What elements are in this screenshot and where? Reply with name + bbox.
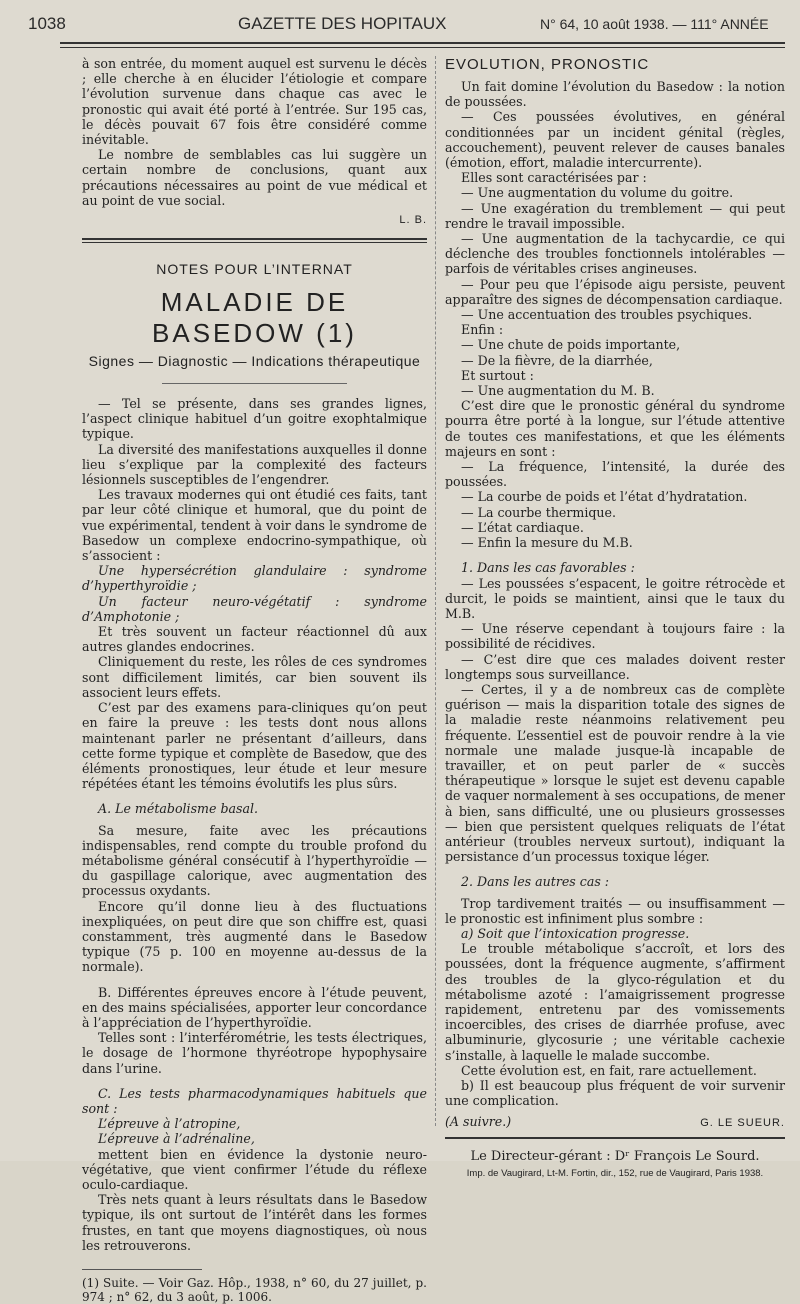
body-line: C’est dire que le pronostic général du syndrome pourra être porté à la longue, sur l’étude attentive de toutes ces manifestations, et que les éléments majeurs en sont : xyxy=(445,398,785,459)
body-line: — Une augmentation du M. B. xyxy=(461,383,655,399)
section-c-paragraph: Très nets quant à leurs résultats dans le Basedow typique, ils ont surtout de l’intérêt dans les formes frustes, en tant que moyens diagnostiques, où nous les retrouverons. xyxy=(82,1192,427,1253)
case1-paragraph: — Une réserve cependant à toujours faire : la possibilité de récidives. xyxy=(445,621,785,652)
body-paragraph: Et très souvent un facteur réactionnel dû aux autres glandes endocrines. xyxy=(82,624,427,655)
right-column xyxy=(445,56,785,1179)
case1-paragraph: — C’est dire que ces malades doivent rester longtemps sous surveillance. xyxy=(445,651,785,682)
body-line: — La courbe de poids et l’état d’hydratation. xyxy=(461,489,748,505)
section-a-paragraph: Encore qu’il donne lieu à des fluctuations inexpliquées, on peut dire que son chiffre est, quasi constamment, très augmenté dans le Basedow typique (75 p. 100 en moyenne au-dessus de la normale). xyxy=(82,898,427,975)
body-line: — Une augmentation du volume du goitre. xyxy=(461,185,734,201)
printer-imprint: Imp. de Vaugirard, Lt-M. Fortin, dir., 152, rue de Vaugirard, Paris 1938. xyxy=(466,1168,764,1180)
section-c-paragraph: L’épreuve à l’adrénaline, xyxy=(98,1131,255,1147)
body-line: Elles sont caractérisées par : xyxy=(461,170,647,186)
body-line: Enfin : xyxy=(461,322,504,338)
case2-paragraph: Cette évolution est, en fait, rare actuellement. xyxy=(461,1062,757,1078)
case1-title: 1. Dans les cas favorables : xyxy=(461,560,635,576)
body-line: — Pour peu que l’épisode aigu persiste, peuvent apparaître des signes de décompensation cardiaque. xyxy=(445,276,785,307)
case2-paragraph: b) Il est beaucoup plus fréquent de voir survenir une complication. xyxy=(445,1078,785,1109)
intro-signature: L. B. xyxy=(399,214,427,227)
case2-title: 2. Dans les autres cas : xyxy=(461,874,610,890)
section-rule xyxy=(82,238,427,243)
column-divider xyxy=(435,56,436,1126)
body-paragraph: Les travaux modernes qui ont étudié ces faits, tant par leur côté clinique et humoral, que du point de vue expérimental, tendent à voir dans le syndrome de Basedow un complexe endocrino-sympathique, où s’associent : xyxy=(82,487,427,564)
case1-paragraph: — Les poussées s’espacent, le goitre rétrocède et durcit, le poids se maintient, ainsi que le taux du M.B. xyxy=(445,575,785,621)
body-line: — La fréquence, l’intensité, la durée des poussées. xyxy=(445,459,785,490)
page-number: 1038 xyxy=(28,14,66,33)
director-line: Le Directeur-gérant : Dʳ François Le Sourd. xyxy=(470,1149,760,1165)
body-line: — L’état cardiaque. xyxy=(461,519,584,535)
section-c-paragraph: L’épreuve à l’atropine, xyxy=(98,1116,241,1132)
body-line: Un fait domine l’évolution du Basedow : la notion de poussées. xyxy=(445,79,785,110)
body-line: — Ces poussées évolutives, en général conditionnées par un incident génital (règles, accouchement), peuvent relever de causes banales (émotion, effort, maladie intercurrente). xyxy=(445,109,785,171)
section-c-paragraph: C. Les tests pharmacodynamiques habituels que sont : xyxy=(82,1085,427,1116)
page-header xyxy=(28,12,788,38)
bottom-rule xyxy=(445,1137,785,1139)
body-line: — Une exagération du tremblement — qui peut rendre le travail impossible. xyxy=(445,200,785,231)
footnote: (1) Suite. — Voir Gaz. Hôp., 1938, n° 60, du 27 juillet, p. 974 ; n° 62, du 3 août, p. 1006. xyxy=(82,1276,427,1304)
body-line: Et surtout : xyxy=(461,367,534,383)
body-paragraph: La diversité des manifestations auxquelles il donne lieu s’explique par la complexité des facteurs lésionnels susceptibles de l’engendrer. xyxy=(82,441,427,488)
journal-title: GAZETTE DES HOPITAUX xyxy=(238,14,447,33)
article-subtitle: Signes — Diagnostic — Indications thérapeutique xyxy=(88,353,421,370)
intro-paragraph: Le nombre de semblables cas lui suggère un certain nombre de conclusions, quant aux précautions nécessaires au point de vue médical et au point de vue social. xyxy=(82,147,427,208)
article-title: MALADIE DE BASEDOW (1) xyxy=(152,287,357,349)
body-line: — Une chute de poids importante, xyxy=(461,337,681,353)
title-rule xyxy=(162,383,347,384)
body-paragraph: Un facteur neuro-végétatif : syndrome d’Amphotonie ; xyxy=(82,593,427,624)
body-paragraph: — Tel se présente, dans ses grandes lignes, l’aspect clinique habituel d’un goitre exophtalmique typique. xyxy=(82,396,427,442)
section-a-title: A. Le métabolisme basal. xyxy=(98,801,259,817)
left-column xyxy=(82,56,427,1304)
body-paragraph: C’est par des examens para-cliniques qu’on peut en faire la preuve : les tests dont nous allons maintenant parler ne présentant d’ailleurs, dans cette forme typique et complète de Basedow, que des éléments pronostiques, leur étude et leur mesure répétées étant les témoins évolutifs les plus sûrs. xyxy=(82,700,427,792)
issue-info: N° 64, 10 août 1938. — 111° ANNÉE xyxy=(540,16,769,32)
body-line: — La courbe thermique. xyxy=(461,504,616,520)
case2-paragraph: a) Soit que l’intoxication progresse. xyxy=(461,925,690,941)
section-b-paragraph: B. Différentes épreuves encore à l’étude peuvent, en des mains spécialisées, apporter leur concordance à l’appréciation de l’hyperthyroïdie. xyxy=(82,984,427,1030)
body-paragraph: Une hypersécrétion glandulaire : syndrome d’hyperthyroïdie ; xyxy=(82,563,427,594)
case2-paragraph: Trop tardivement traités — ou insuffisamment — le pronostic est infiniment plus sombre : xyxy=(445,895,785,926)
body-paragraph: Cliniquement du reste, les rôles de ces syndromes sont difficilement limités, car bien souvent ils associent leurs effets. xyxy=(82,654,427,700)
footnote-rule xyxy=(82,1269,202,1270)
notes-title: NOTES POUR L’INTERNAT xyxy=(156,261,353,278)
header-rule xyxy=(60,42,785,48)
body-line: — Une accentuation des troubles psychiques. xyxy=(461,307,753,323)
section-a-paragraph: Sa mesure, faite avec les précautions indispensables, rend compte du trouble profond du métabolisme général consécutif à l’hyperthyroïdie — du gaspillage calorique, avec augmentation des processus oxydants. xyxy=(82,822,427,899)
body-line: — Une augmentation de la tachycardie, ce qui déclenche des troubles fonctionnels intolérables — parfois de véritables crises angineuses. xyxy=(445,231,785,277)
section-b-paragraph: Telles sont : l’interférométrie, les tests électriques, le dosage de l’hormone thyréotrope hypophysaire dans l’urine. xyxy=(82,1030,427,1076)
author-signature: G. LE SUEUR. xyxy=(700,1117,785,1130)
body-line: — De la fièvre, de la diarrhée, xyxy=(461,352,653,368)
body-line: — Enfin la mesure du M.B. xyxy=(461,535,633,551)
to-be-continued: (A suivre.) xyxy=(445,1114,512,1130)
case2-paragraph: Le trouble métabolique s’accroît, et lors des poussées, dont la fréquence augmente, s’affirment des troubles de la glyco-régulation et du métabolisme azoté : l’amaigrissement progresse rapidement, entretenu par des vomissements incoercibles, des crises de diarrhée profuse, avec albuminurie, glycosurie ; une véritable cachexie s’installe, à laquelle le malade succombe. xyxy=(445,941,785,1063)
section-c-paragraph: mettent bien en évidence la dystonie neuro-végétative, que vient confirmer l’étude du réflexe oculo-cardiaque. xyxy=(82,1146,427,1192)
intro-paragraph: à son entrée, du moment auquel est survenu le décès ; elle cherche à en élucider l’étiologie et compare l’évolution survenue dans chaque cas avec le pronostic qui avait été porté à l’entrée. Sur 195 cas, le décès pouvait 67 fois être considéré comme inévitable. xyxy=(82,56,427,148)
section-title: EVOLUTION, PRONOSTIC xyxy=(445,56,650,73)
signoff xyxy=(445,1114,785,1129)
case1-paragraph: — Certes, il y a de nombreux cas de complète guérison — mais la disparition totale des signes de la maladie reste néanmoins relativement peu fréquente. L’essentiel est de pouvoir rendre à la vie normale une malade jusque-là incapable de travailler, et on peut parler de « succès thérapeutique » lorsque le sujet est devenu capable de vaquer normalement à ses occupations, de mener à bien, sans difficulté, une ou plusieurs grossesses — bien que persistent quelques reliquats de l’état antérieur (troubles nerveux surtout), indiquant la persistance d’un processus toxique léger. xyxy=(445,681,785,865)
